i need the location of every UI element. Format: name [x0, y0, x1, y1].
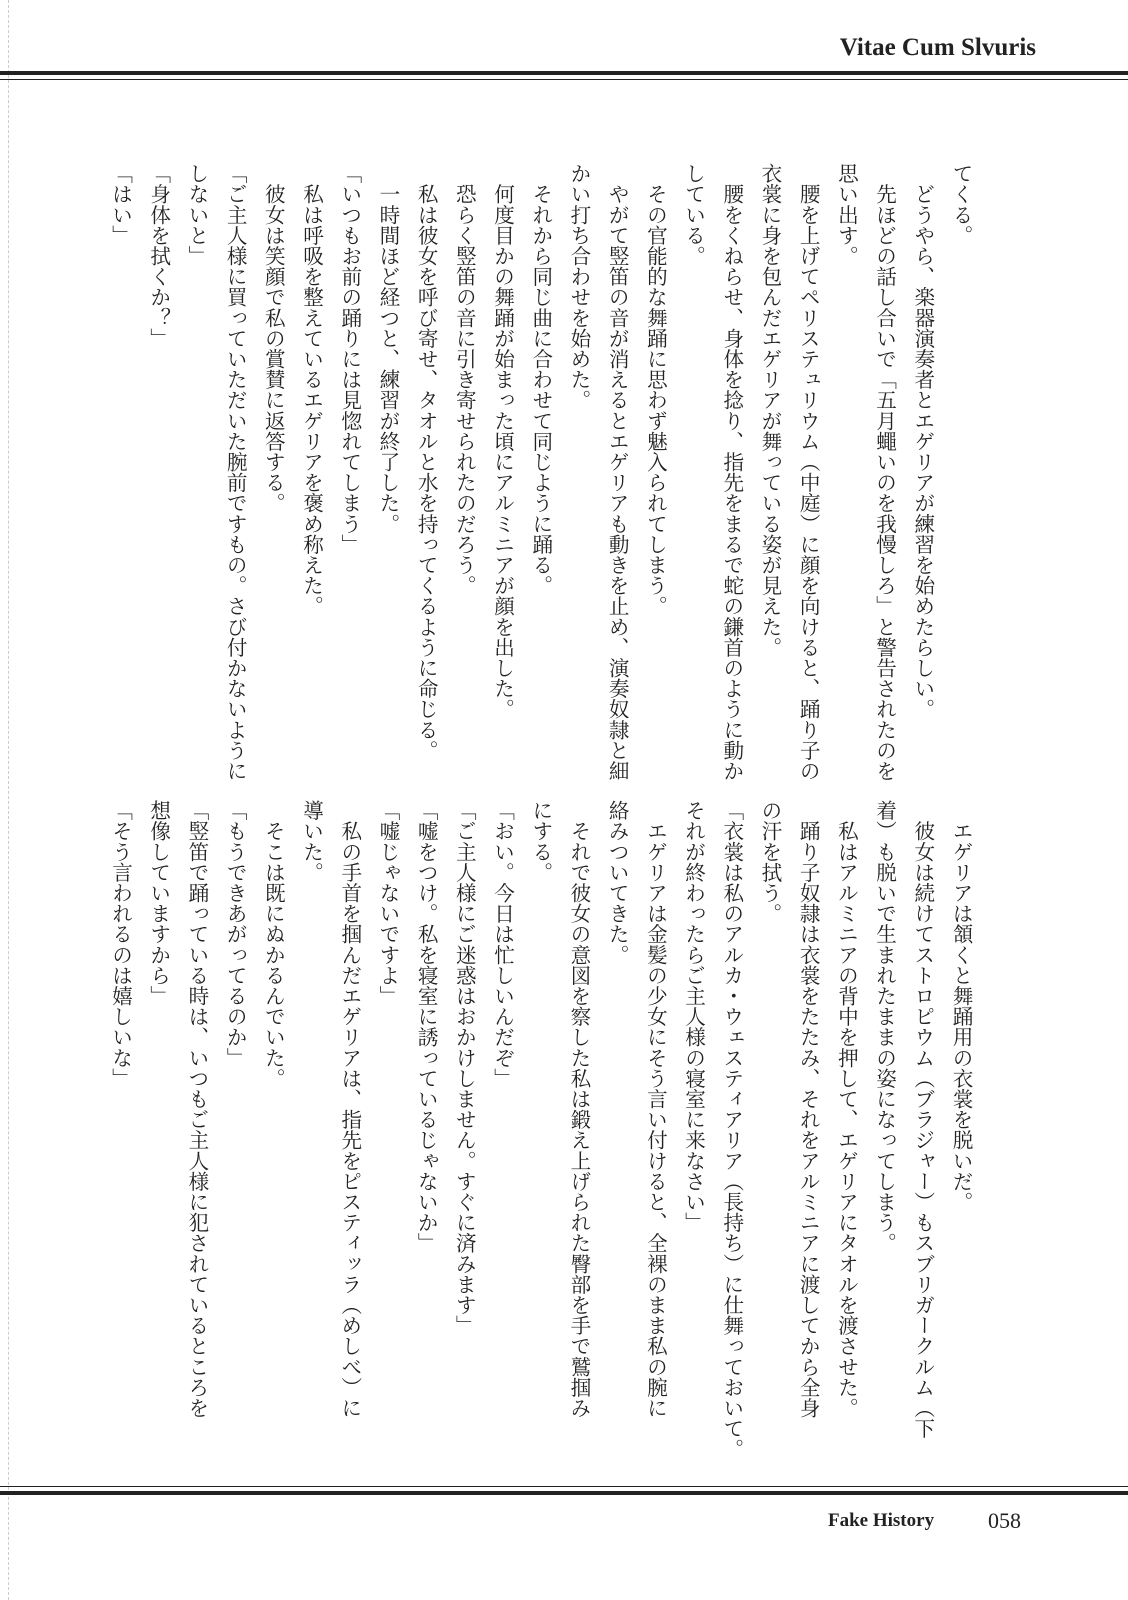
text-column: 「はい」: [108, 163, 133, 246]
text-column: 衣裳に身を包んだエゲリアが舞っている姿が見えた。: [757, 163, 782, 658]
text-column: 恐らく竪笛の音に引き寄せられたのだろう。: [452, 163, 477, 596]
text-column: 「ご主人様にご迷惑はおかけしません。すぐに済みます」: [452, 800, 477, 1336]
text-column: てくる。: [949, 163, 973, 246]
text-column: している。: [681, 163, 706, 266]
text-column: 私の手首を掴んだエゲリアは、指先をピスティッラ（めしべ）に: [337, 800, 362, 1418]
text-column: 腰をくねらせ、身体を捻り、指先をまるで蛇の鎌首のように動か: [719, 163, 744, 781]
text-column: 導いた。: [299, 800, 324, 883]
text-column: 何度目かの舞踊が始まった頃にアルミニアが顔を出した。: [490, 163, 515, 720]
text-column: それから同じ曲に合わせて同じように踊る。: [528, 163, 553, 596]
text-column: 一時間ほど経つと、練習が終了した。: [375, 163, 400, 534]
text-column: 踊り子奴隷は衣裳をたたみ、それをアルミニアに渡してから全身: [796, 800, 821, 1418]
text-column: 想像していますから」: [146, 800, 171, 1006]
text-column: しないと」: [184, 163, 209, 266]
text-column: 絡みついてきた。: [605, 800, 630, 965]
header-rule-thick: [0, 71, 1128, 75]
text-block-top: [101, 163, 980, 781]
running-header-title: Vitae Cum Slvuris: [839, 34, 1036, 61]
text-column: 彼女は笑顔で私の賞賛に返答する。: [261, 163, 286, 514]
text-column: 彼女は続けてストロピウム（ブラジャー）もスブリガークルム（下: [910, 800, 935, 1439]
text-column: 「ご主人様に買っていただいた腕前ですもの。さび付かないように: [223, 163, 248, 781]
text-column: その官能的な舞踊に思わず魅入られてしまう。: [643, 163, 668, 617]
text-column: 「いつもお前の踊りには見惚れてしまう」: [337, 163, 362, 555]
page-edge: [8, 0, 9, 1600]
text-column: エゲリアは金髪の少女にそう言い付けると、全裸のまま私の腕に: [643, 800, 668, 1418]
text-column: 思い出す。: [834, 163, 859, 266]
text-column: 私はアルミニアの背中を押して、エゲリアにタオルを渡させた。: [834, 800, 859, 1418]
text-column: 着）も脱いで生まれたままの姿になってしまう。: [872, 800, 897, 1254]
text-column: どうやら、楽器演奏者とエゲリアが練習を始めたらしい。: [910, 163, 935, 720]
text-column: そこは既にぬかるんでいた。: [261, 800, 286, 1089]
text-column: 「そう言われるのは嬉しいな」: [108, 800, 133, 1089]
page-number: 058: [988, 1508, 1021, 1533]
text-column: にする。: [528, 800, 553, 883]
text-column: 「身体を拭くか？」: [146, 163, 171, 349]
text-column: それが終わったらご主人様の寝室に来なさい」: [681, 800, 706, 1233]
text-column: 腰を上げてペリステュリウム（中庭）に顔を向けると、踊り子の: [796, 163, 821, 781]
header-rule-thin: [0, 79, 1128, 80]
text-column: 「嘘じゃないですよ」: [375, 800, 400, 1006]
text-column: かい打ち合わせを始めた。: [566, 163, 591, 411]
text-column: 私は彼女を呼び寄せ、タオルと水を持ってくるように命じる。: [414, 163, 439, 761]
text-column: エゲリアは頷くと舞踊用の衣裳を脱いだ。: [949, 800, 973, 1212]
footer-rule-thick: [0, 1491, 1128, 1495]
text-column: 「もうできあがってるのか」: [223, 800, 248, 1068]
text-column: やがて竪笛の音が消えるとエゲリアも動きを止め、演奏奴隷と細: [605, 163, 630, 781]
text-column: 「おい。今日は忙しいんだぞ」: [490, 800, 515, 1089]
text-column: 「嘘をつけ。私を寝室に誘っているじゃないか」: [414, 800, 439, 1254]
text-block-bottom: [101, 800, 980, 1460]
text-column: それで彼女の意図を察した私は鍛え上げられた臀部を手で鷲掴み: [566, 800, 591, 1418]
text-column: 「竪笛で踊っている時は、いつもご主人様に犯されているところを: [184, 800, 209, 1418]
running-footer-title: Fake History: [828, 1510, 935, 1531]
text-column: 私は呼吸を整えているエゲリアを褒め称えた。: [299, 163, 324, 617]
text-column: 先ほどの話し合いで「五月蠅いのを我慢しろ」と警告されたのを: [872, 163, 897, 781]
text-column: の汗を拭う。: [757, 800, 782, 924]
footer-rule-thin: [0, 1486, 1128, 1487]
text-column: 「衣裳は私のアルカ・ウェスティアリア（長持ち）に仕舞っておいて。: [719, 800, 744, 1460]
